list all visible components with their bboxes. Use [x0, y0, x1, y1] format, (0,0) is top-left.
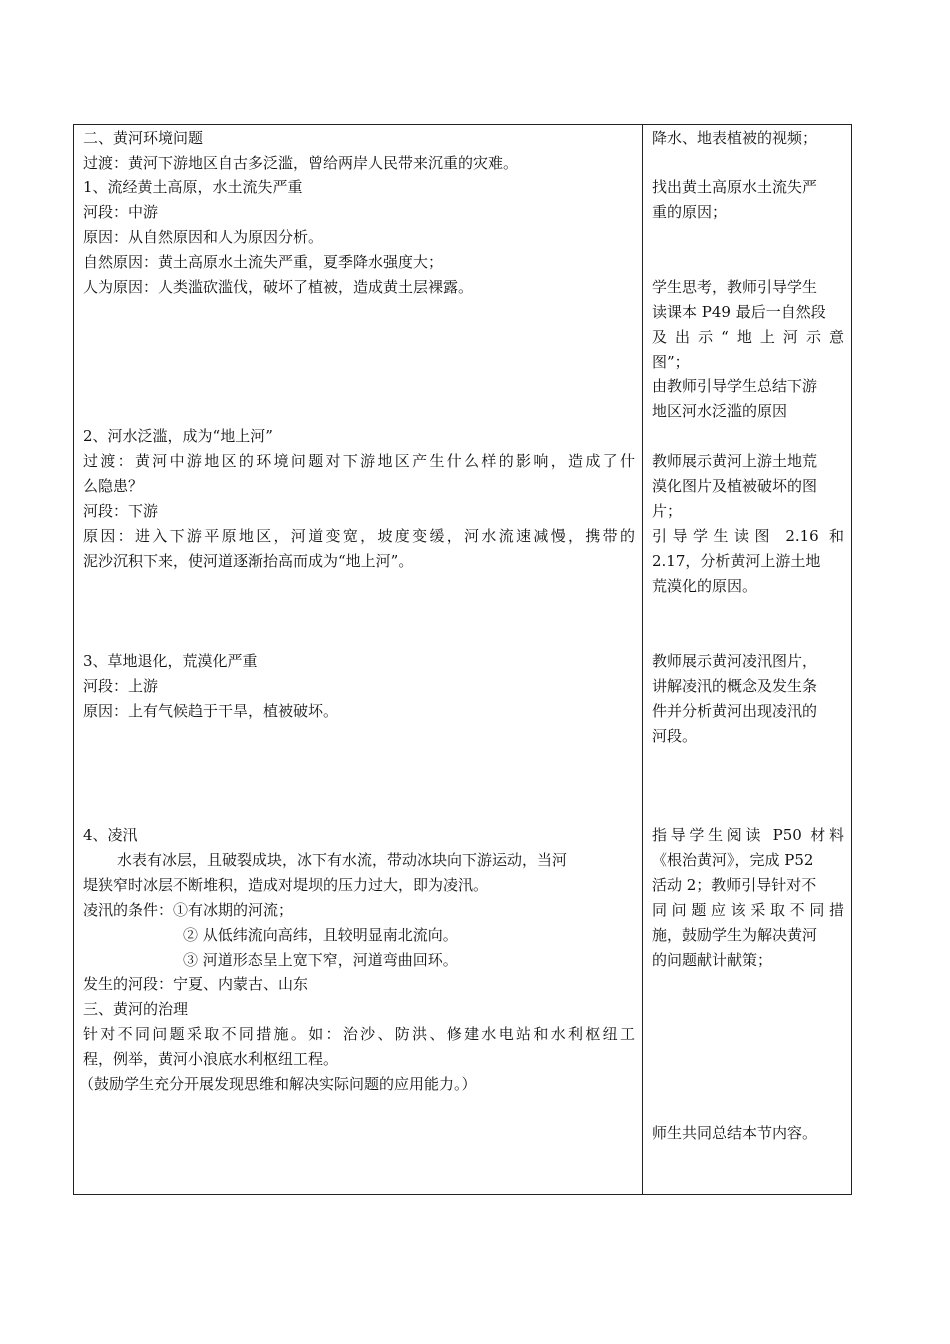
- item4-condition3: ③ 河道形态呈上宽下窄，河道弯曲回环。: [183, 951, 458, 969]
- item4-condition1: 凌汛的条件：①有冰期的河流；: [83, 901, 294, 919]
- item4-desc-line2: 堤狭窄时冰层不断堆积，造成对堤坝的压力过大，即为凌汛。: [83, 876, 489, 894]
- section2-heading: 二、黄河环境问题: [83, 129, 204, 147]
- activity-1: 降水、地表植被的视频；: [652, 129, 818, 147]
- item2-segment: 河段：下游: [83, 502, 159, 520]
- activity-4-line5: 2.17，分析黄河上游土地: [652, 552, 821, 570]
- item2-title: 2、河水泛滥，成为“地上河”: [83, 427, 273, 445]
- activity-6-line4: 同问题应该采取不同措: [652, 901, 844, 919]
- item3-segment: 河段：上游: [83, 677, 159, 695]
- item4-title: 4、凌汛: [83, 826, 138, 844]
- item4-desc-line1: 水表有冰层，且破裂成块，冰下有水流，带动冰块向下游运动，当河: [117, 851, 568, 869]
- activity-6-line2: 《根治黄河》，完成 P52: [652, 851, 814, 869]
- item1-cause: 原因：从自然原因和人为原因分析。: [83, 228, 324, 246]
- activity-4-line3: 片；: [652, 502, 683, 520]
- item2-cause-line2: 泥沙沉积下来，使河道逐渐抬高而成为“地上河”。: [83, 552, 414, 570]
- activity-6-line5: 施，鼓励学生为解决黄河: [652, 926, 818, 944]
- item2-transition-line1: 过渡：黄河中游地区的环境问题对下游地区产生什么样的影响，造成了什: [83, 452, 635, 470]
- activity-5-line3: 件并分析黄河出现凌汛的: [652, 702, 818, 720]
- activity-6-line1: 指导学生阅读 P50 材料: [652, 826, 844, 844]
- transition-text: 过渡：黄河下游地区自古多泛滥，曾给两岸人民带来沉重的灾难。: [83, 154, 519, 172]
- activity-3-line4: 图”；: [652, 353, 690, 371]
- activity-6-line6: 的问题献计献策；: [652, 951, 773, 969]
- activity-5-line2: 讲解凌汛的概念及发生条: [652, 677, 818, 695]
- activity-3-line3: 及出示“地上河示意: [652, 328, 844, 346]
- activity-3-line6: 地区河水泛滥的原因: [652, 402, 788, 420]
- activity-2-line2: 重的原因；: [652, 203, 728, 221]
- column-divider: [642, 124, 643, 1195]
- section3-text-line2: 程，例举，黄河小浪底水利枢纽工程。: [83, 1050, 339, 1068]
- activity-3-line5: 由教师引导学生总结下游: [652, 377, 818, 395]
- item3-cause: 原因：上有气候趋于干旱，植被破坏。: [83, 702, 339, 720]
- section3-note: （鼓励学生充分开展发现思维和解决实际问题的应用能力。）: [79, 1075, 477, 1093]
- activity-6-line3: 活动 2；教师引导针对不: [652, 876, 817, 894]
- activity-2-line1: 找出黄土高原水土流失严: [652, 178, 818, 196]
- item4-condition2: ② 从低纬流向高纬，且较明显南北流向。: [183, 926, 458, 944]
- item1-human-cause: 人为原因：人类滥砍滥伐，破坏了植被，造成黄土层裸露。: [83, 278, 474, 296]
- item1-segment: 河段：中游: [83, 203, 159, 221]
- activity-3-line2: 读课本 P49 最后一自然段: [652, 303, 826, 321]
- item4-segments: 发生的河段：宁夏、内蒙古、山东: [83, 975, 309, 993]
- section3-text-line1: 针对不同问题采取不同措施。如：治沙、防洪、修建水电站和水利枢纽工: [83, 1025, 635, 1043]
- activity-5-line1: 教师展示黄河凌汛图片，: [652, 652, 818, 670]
- item1-title: 1、流经黄土高原，水土流失严重: [83, 178, 303, 196]
- activity-3-line1: 学生思考，教师引导学生: [652, 278, 818, 296]
- item2-transition-line2: 么隐患？: [83, 477, 144, 495]
- activity-4-line4: 引导学生读图 2.16 和: [652, 527, 844, 545]
- item3-title: 3、草地退化，荒漠化严重: [83, 652, 258, 670]
- activity-5-line4: 河段。: [652, 727, 698, 745]
- activity-4-line1: 教师展示黄河上游土地荒: [652, 452, 818, 470]
- activity-4-line6: 荒漠化的原因。: [652, 577, 758, 595]
- section3-heading: 三、黄河的治理: [83, 1000, 189, 1018]
- activity-7: 师生共同总结本节内容。: [652, 1124, 818, 1142]
- item2-cause-line1: 原因：进入下游平原地区，河道变宽，坡度变缓，河水流速减慢，携带的: [83, 527, 635, 545]
- item1-natural-cause: 自然原因：黄土高原水土流失严重，夏季降水强度大；: [83, 253, 444, 271]
- activity-4-line2: 漠化图片及植被破坏的图: [652, 477, 818, 495]
